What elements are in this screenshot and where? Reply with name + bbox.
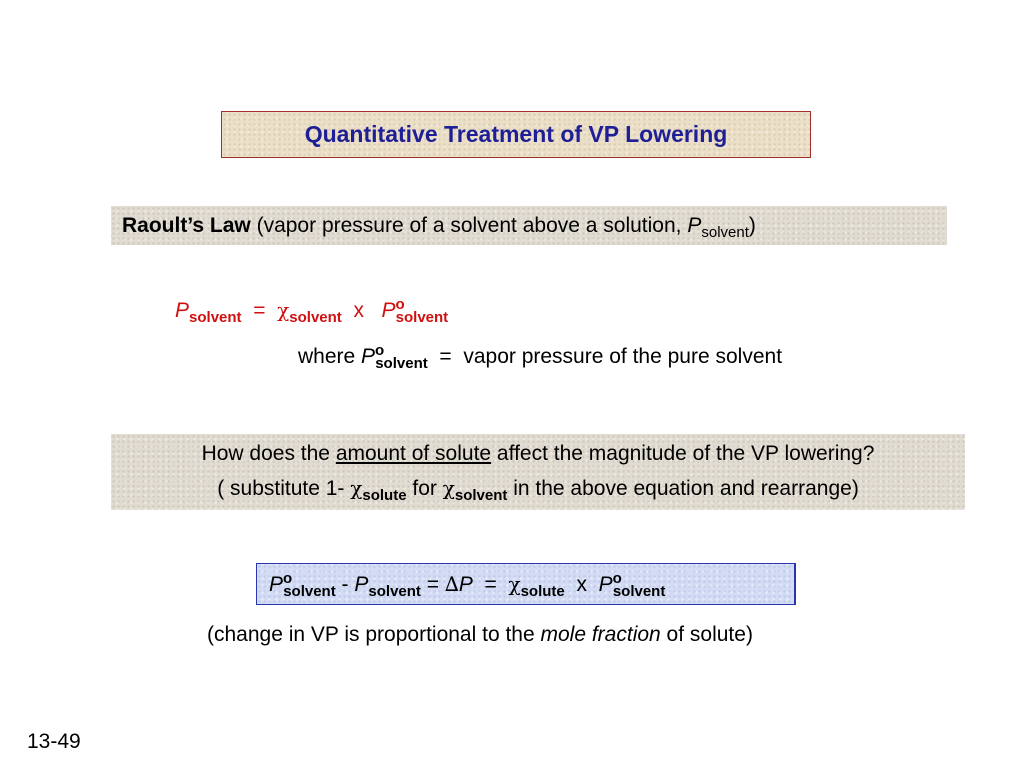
rearrange-text: in the above equation and rearrange) xyxy=(507,477,859,500)
where-line xyxy=(298,342,783,372)
formula-p0-symbol: P xyxy=(269,572,284,596)
formula-caption xyxy=(207,623,753,647)
slide-title: Quantitative Treatment of VP Lowering xyxy=(304,121,728,147)
amount-of-solute-underlined: amount of solute xyxy=(335,442,492,465)
formula-p0b-subscript: solvent xyxy=(612,582,666,600)
chi-symbol: χ xyxy=(350,476,363,500)
caption-mole-fraction: mole fraction xyxy=(540,623,661,646)
eq-chi-subscript: solvent xyxy=(289,309,342,326)
eq-p0-superscript: o xyxy=(395,296,405,313)
question-text-a: How does the xyxy=(201,442,336,465)
substitute-text: ( substitute 1- xyxy=(217,477,351,500)
raoult-close-paren: ) xyxy=(748,213,756,237)
formula-times: x xyxy=(576,572,587,596)
caption-text-a: (change in VP is proportional to the xyxy=(207,623,541,646)
eq-p0-symbol: P xyxy=(381,299,396,322)
raoult-p-subscript: solvent xyxy=(701,223,749,241)
formula-p0-subscript: solvent xyxy=(283,582,336,600)
eq-chi-symbol: χ xyxy=(277,298,290,322)
for-word: for xyxy=(406,477,443,500)
formula-minus: - xyxy=(341,572,349,596)
vp-lowering-formula-box xyxy=(256,563,796,605)
where-word: where xyxy=(298,345,362,368)
vp-lowering-formula xyxy=(257,569,666,600)
chi-symbol: χ xyxy=(442,476,455,500)
formula-p0-superscript: o xyxy=(283,569,293,587)
raoult-law-label: Raoult’s Law xyxy=(122,213,251,237)
formula-p-symbol: P xyxy=(354,572,369,596)
eq-p-symbol: P xyxy=(175,299,190,322)
slide-number: 13-49 xyxy=(27,730,81,753)
raoult-description: (vapor pressure of a solvent above a solution, xyxy=(250,213,688,237)
formula-p0b-superscript: o xyxy=(612,569,622,587)
raoult-p-symbol: P xyxy=(687,213,702,237)
where-equals: = xyxy=(439,345,452,368)
formula-p-subscript: solvent xyxy=(368,582,421,600)
formula-p0b-symbol: P xyxy=(598,572,613,596)
question-line-2 xyxy=(217,471,859,508)
where-p-subscript: solvent xyxy=(375,355,428,372)
chi-solvent-subscript: solvent xyxy=(454,487,508,504)
chi-solute-subscript: solute xyxy=(362,487,407,504)
raoult-equation xyxy=(175,296,449,326)
title-box xyxy=(221,111,811,158)
question-line-1 xyxy=(202,436,875,471)
where-p-superscript: o xyxy=(375,342,385,359)
eq-equals: = xyxy=(253,299,266,322)
formula-chi-symbol: χ xyxy=(508,571,521,596)
eq-times: x xyxy=(353,299,364,322)
formula-equals-1: = xyxy=(426,572,440,596)
raoult-law-banner xyxy=(111,206,947,245)
formula-delta-p: P xyxy=(458,572,473,596)
formula-chi-subscript: solute xyxy=(520,582,565,600)
eq-p-subscript: solvent xyxy=(189,309,242,326)
question-text-b: affect the magnitude of the VP lowering? xyxy=(491,442,875,465)
caption-text-b: of solute) xyxy=(660,623,753,646)
question-box xyxy=(111,434,965,510)
formula-equals-2: = xyxy=(484,572,497,596)
raoult-law-text xyxy=(111,213,756,241)
delta-symbol: ∆ xyxy=(444,571,459,596)
where-p-symbol: P xyxy=(361,345,376,368)
eq-p0-subscript: solvent xyxy=(395,309,449,326)
where-definition: vapor pressure of the pure solvent xyxy=(463,345,783,368)
